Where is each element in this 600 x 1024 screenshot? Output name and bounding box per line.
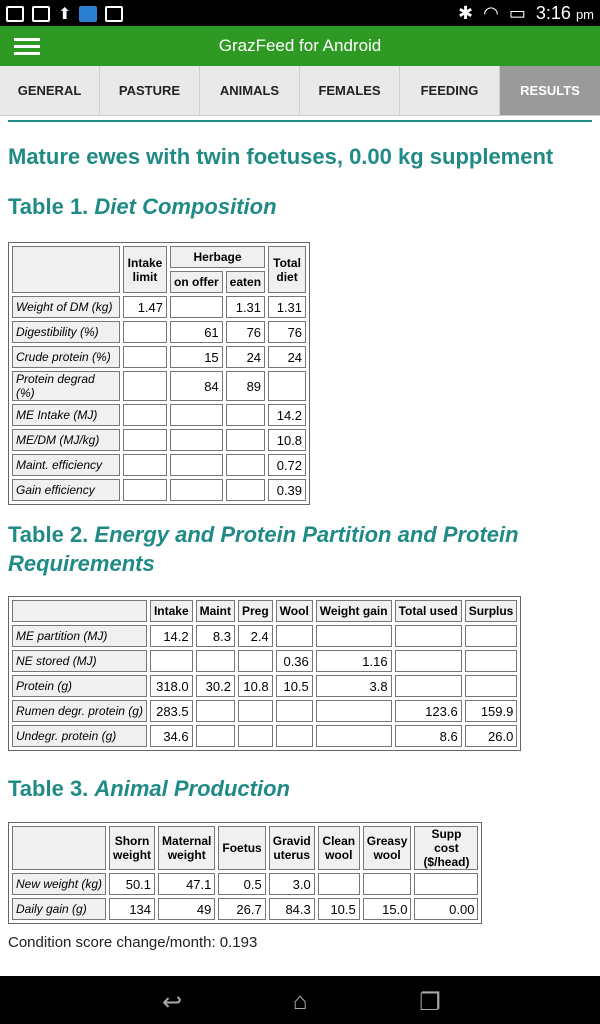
table1-title: Table 1. Diet Composition bbox=[8, 194, 277, 219]
row-label: Daily gain (g) bbox=[12, 898, 106, 920]
page-title: Mature ewes with twin foetuses, 0.00 kg supplement bbox=[8, 144, 554, 169]
home-icon[interactable]: ⌂ bbox=[292, 988, 308, 1015]
table-cell: 14.2 bbox=[150, 625, 193, 647]
column-header: Maint bbox=[196, 600, 235, 622]
cell-total: 10.8 bbox=[268, 429, 306, 451]
table-cell: 318.0 bbox=[150, 675, 193, 697]
table3-title: Table 3. Animal Production bbox=[8, 776, 290, 801]
row-label: Protein (g) bbox=[12, 675, 147, 697]
row-label: Maint. efficiency bbox=[12, 454, 120, 476]
col-eaten: eaten bbox=[226, 271, 265, 293]
briefcase-icon bbox=[105, 6, 123, 22]
table-cell bbox=[395, 675, 462, 697]
table-cell: 10.5 bbox=[318, 898, 360, 920]
table-cell: 283.5 bbox=[150, 700, 193, 722]
table-cell bbox=[276, 700, 313, 722]
table-cell: 0.00 bbox=[414, 898, 478, 920]
back-icon[interactable]: ↩ bbox=[161, 989, 183, 1016]
table2-title: Table 2. Energy and Protein Partition and Protein Requirements bbox=[8, 522, 519, 576]
cell-eaten bbox=[226, 404, 265, 426]
cell-intake bbox=[123, 454, 167, 476]
app-title: GrazFeed for Android bbox=[218, 36, 382, 55]
cell-total bbox=[268, 371, 306, 401]
column-header: Supp cost ($/head) bbox=[414, 826, 478, 870]
column-header: Surplus bbox=[465, 600, 518, 622]
cell-intake: 1.47 bbox=[123, 296, 167, 318]
diet-composition-table bbox=[8, 242, 310, 505]
table-cell: 84.3 bbox=[269, 898, 315, 920]
cell-eaten: 76 bbox=[226, 321, 265, 343]
table-cell bbox=[276, 625, 313, 647]
row-label: Protein degrad (%) bbox=[12, 371, 120, 401]
table-cell bbox=[395, 650, 462, 672]
row-label: Digestibility (%) bbox=[12, 321, 120, 343]
table-row bbox=[12, 404, 306, 426]
column-header: Shorn weight bbox=[109, 826, 155, 870]
table-cell bbox=[316, 625, 392, 647]
table-row bbox=[12, 429, 306, 451]
table-cell: 8.3 bbox=[196, 625, 235, 647]
table-row bbox=[12, 650, 517, 672]
table-cell bbox=[465, 650, 518, 672]
table-cell: 26.7 bbox=[218, 898, 265, 920]
table-cell bbox=[363, 873, 412, 895]
table-row bbox=[12, 321, 306, 343]
table-cell bbox=[414, 873, 478, 895]
table-row bbox=[12, 296, 306, 318]
table-row bbox=[12, 371, 306, 401]
table-cell bbox=[276, 725, 313, 747]
row-label: Weight of DM (kg) bbox=[12, 296, 120, 318]
cell-offer bbox=[170, 404, 223, 426]
table-cell: 10.8 bbox=[238, 675, 273, 697]
table-cell bbox=[465, 625, 518, 647]
table-cell: 134 bbox=[109, 898, 155, 920]
wifi-icon: ◠ bbox=[483, 3, 499, 23]
cell-total: 1.31 bbox=[268, 296, 306, 318]
recents-icon[interactable]: ❐ bbox=[419, 989, 441, 1016]
table-cell bbox=[196, 700, 235, 722]
cell-intake bbox=[123, 371, 167, 401]
table-row bbox=[12, 725, 517, 747]
table-cell bbox=[238, 725, 273, 747]
battery-icon: ▭ bbox=[508, 3, 526, 23]
animal-production-table bbox=[8, 822, 482, 924]
col-intake-limit: Intake limit bbox=[123, 246, 167, 293]
table-row bbox=[12, 625, 517, 647]
col-herbage: Herbage bbox=[170, 246, 265, 268]
table-cell: 50.1 bbox=[109, 873, 155, 895]
energy-protein-table bbox=[8, 596, 521, 751]
cell-offer: 61 bbox=[170, 321, 223, 343]
usb-icon bbox=[79, 6, 97, 22]
column-header: Maternal weight bbox=[158, 826, 215, 870]
table-row bbox=[12, 898, 478, 920]
table-cell: 159.9 bbox=[465, 700, 518, 722]
column-header: Wool bbox=[276, 600, 313, 622]
cell-total: 14.2 bbox=[268, 404, 306, 426]
tab-pasture[interactable]: PASTURE bbox=[100, 66, 200, 115]
table-cell: 0.5 bbox=[218, 873, 265, 895]
cell-total: 76 bbox=[268, 321, 306, 343]
cell-intake bbox=[123, 321, 167, 343]
tab-general[interactable]: GENERAL bbox=[0, 66, 100, 115]
cell-eaten bbox=[226, 479, 265, 501]
table-cell: 34.6 bbox=[150, 725, 193, 747]
tab-feeding[interactable]: FEEDING bbox=[400, 66, 500, 115]
column-header: Weight gain bbox=[316, 600, 392, 622]
table-cell bbox=[238, 700, 273, 722]
table-cell bbox=[316, 725, 392, 747]
divider bbox=[8, 120, 592, 122]
table-cell: 0.36 bbox=[276, 650, 313, 672]
column-header: Preg bbox=[238, 600, 273, 622]
cell-eaten bbox=[226, 454, 265, 476]
table-cell: 49 bbox=[158, 898, 215, 920]
cell-eaten: 1.31 bbox=[226, 296, 265, 318]
status-bar bbox=[0, 0, 600, 26]
cell-total: 0.72 bbox=[268, 454, 306, 476]
tab-bar bbox=[0, 66, 600, 116]
cell-eaten bbox=[226, 429, 265, 451]
cell-eaten: 89 bbox=[226, 371, 265, 401]
column-header: Foetus bbox=[218, 826, 265, 870]
table-cell bbox=[150, 650, 193, 672]
image-icon bbox=[6, 6, 24, 22]
table-row bbox=[12, 700, 517, 722]
tab-results[interactable]: RESULTS bbox=[500, 66, 600, 115]
table-cell: 26.0 bbox=[465, 725, 518, 747]
table-cell bbox=[318, 873, 360, 895]
cell-offer bbox=[170, 454, 223, 476]
table-cell: 47.1 bbox=[158, 873, 215, 895]
cell-eaten: 24 bbox=[226, 346, 265, 368]
table-cell: 3.0 bbox=[269, 873, 315, 895]
table-cell: 8.6 bbox=[395, 725, 462, 747]
col-total-diet: Total diet bbox=[268, 246, 306, 293]
cell-offer bbox=[170, 296, 223, 318]
app-bar bbox=[0, 26, 600, 66]
bluetooth-icon: ✱ bbox=[458, 3, 474, 23]
cell-offer bbox=[170, 429, 223, 451]
row-label: Rumen degr. protein (g) bbox=[12, 700, 147, 722]
table-row bbox=[12, 479, 306, 501]
row-label: Crude protein (%) bbox=[12, 346, 120, 368]
row-label: ME partition (MJ) bbox=[12, 625, 147, 647]
cell-total: 0.39 bbox=[268, 479, 306, 501]
column-header: Intake bbox=[150, 600, 193, 622]
cell-intake bbox=[123, 479, 167, 501]
condition-score-text: Condition score change/month: 0.193 bbox=[8, 934, 258, 951]
table-cell bbox=[316, 700, 392, 722]
cell-offer bbox=[170, 479, 223, 501]
cell-total: 24 bbox=[268, 346, 306, 368]
cell-offer: 15 bbox=[170, 346, 223, 368]
table-cell: 30.2 bbox=[196, 675, 235, 697]
row-label: ME Intake (MJ) bbox=[12, 404, 120, 426]
table-cell: 2.4 bbox=[238, 625, 273, 647]
table-cell bbox=[196, 650, 235, 672]
table-cell bbox=[395, 625, 462, 647]
cell-intake bbox=[123, 404, 167, 426]
cell-intake bbox=[123, 429, 167, 451]
upload-icon: ⬆ bbox=[58, 6, 72, 23]
column-header: Greasy wool bbox=[363, 826, 412, 870]
table-cell: 123.6 bbox=[395, 700, 462, 722]
table-cell bbox=[238, 650, 273, 672]
table-cell bbox=[196, 725, 235, 747]
table-cell: 10.5 bbox=[276, 675, 313, 697]
table-row bbox=[12, 454, 306, 476]
table-cell: 1.16 bbox=[316, 650, 392, 672]
row-label: NE stored (MJ) bbox=[12, 650, 147, 672]
row-label: New weight (kg) bbox=[12, 873, 106, 895]
column-header: Clean wool bbox=[318, 826, 360, 870]
table-cell bbox=[465, 675, 518, 697]
clock: 3:16 pm bbox=[535, 3, 594, 23]
tab-animals[interactable]: ANIMALS bbox=[200, 66, 300, 115]
table-cell: 3.8 bbox=[316, 675, 392, 697]
table-row bbox=[12, 873, 478, 895]
nav-bar bbox=[0, 976, 600, 1024]
cell-offer: 84 bbox=[170, 371, 223, 401]
picture-icon bbox=[32, 6, 50, 22]
table-cell: 15.0 bbox=[363, 898, 412, 920]
column-header: Gravid uterus bbox=[269, 826, 315, 870]
row-label: Undegr. protein (g) bbox=[12, 725, 147, 747]
row-label: ME/DM (MJ/kg) bbox=[12, 429, 120, 451]
table-row bbox=[12, 346, 306, 368]
row-label: Gain efficiency bbox=[12, 479, 120, 501]
cell-intake bbox=[123, 346, 167, 368]
col-on-offer: on offer bbox=[170, 271, 223, 293]
tab-females[interactable]: FEMALES bbox=[300, 66, 400, 115]
table-row bbox=[12, 675, 517, 697]
column-header: Total used bbox=[395, 600, 462, 622]
